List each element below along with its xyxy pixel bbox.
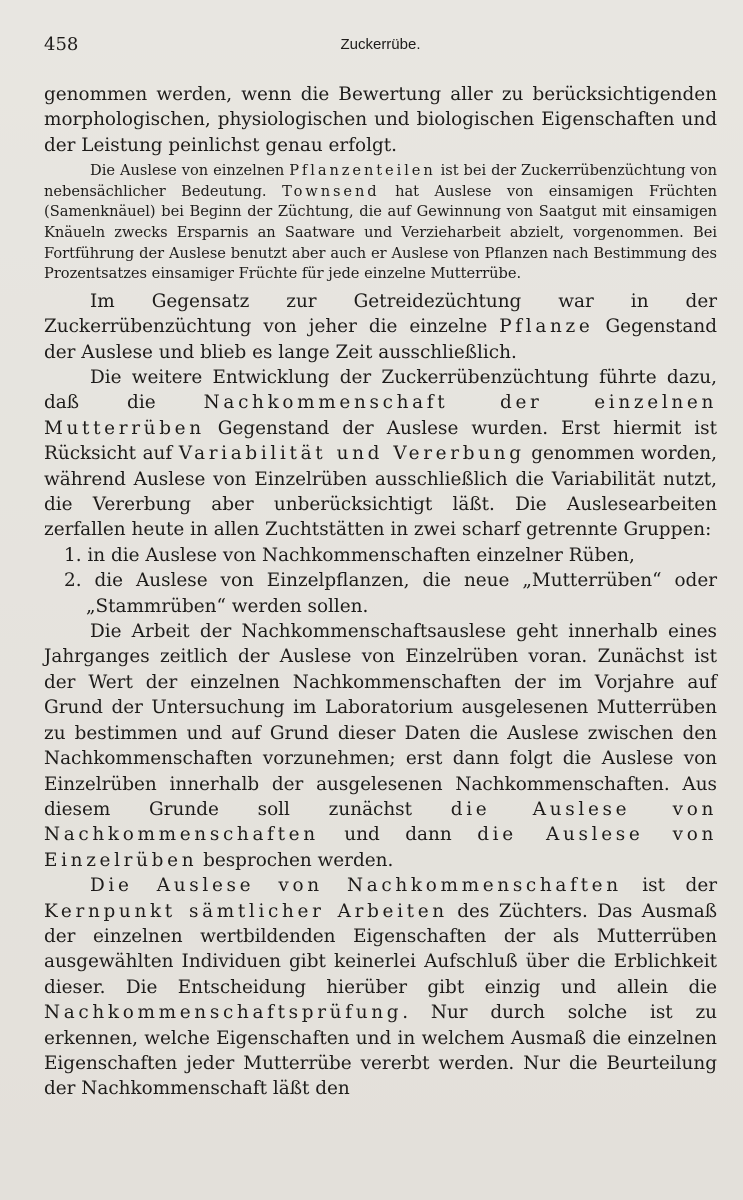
p5-text-c: und dann: [318, 824, 478, 846]
p5-spaced-einzelrueben: die Auslese von Einzelrüben: [44, 824, 717, 871]
paragraph-5: [44, 619, 717, 873]
paragraph-2-small-print: [44, 161, 717, 285]
p3-text-c: Gegenstand der Auslese und blieb es lange Zeit ausschließlich.: [44, 316, 717, 363]
p6-spaced-pruefung: Nachkommenschaftsprüfung: [44, 1002, 403, 1024]
p6-text-d: des Züchters. Das Ausmaß der einzelnen wertbildenden Eigenschaften der als Mutterrüben ausgewählten Individuen gibt keinerlei Aufschluß über die Erblichkeit dieser. Die Entscheidung hierüber gibt einzig und allein die: [44, 900, 717, 998]
numbered-list: [44, 543, 717, 619]
paragraph-6: [44, 873, 717, 1102]
paragraph-1: genommen werden, wenn die Bewertung aller zu berücksichtigenden morphologischen, physiologischen und biologischen Eigenschaften und der Leistung peinlichst genau erfolgt.: [44, 84, 717, 156]
p2-text-a: Die Auslese von einzelnen: [90, 162, 290, 180]
p5-text-a: Die Arbeit der Nachkommenschaftsauslese geht innerhalb eines Jahrganges zeitlich der Auslese von Einzelrüben voran. Zunächst ist der Wert der einzelnen Nachkommenschaften der im Vorjahre auf Grund der Untersuchung im Laboratorium ausgelesenen Mutterrüben zu bestimmen und auf Grund dieser Daten die Auslese zwischen den Nachkommenschaften vorzunehmen; erst dann folgt die Auslese von Einzelrüben innerhalb der ausgelesenen Nachkommenschaften. Aus diesem Grunde soll zunächst: [44, 621, 717, 820]
p4-spaced-nachkommenschaft: Nachkommenschaft der einzelnen Mutterrüben: [44, 392, 717, 439]
p3-text-a: Im Gegensatz zur Getreidezüchtung war in der Zuckerrübenzüchtung von jeher die einzelne: [44, 290, 717, 338]
page-header: [44, 30, 717, 82]
page-number: 458: [44, 34, 79, 55]
p4-text-a: Die weitere Entwicklung der Zuckerrübenzüchtung führte dazu, daß die: [44, 367, 717, 414]
p5-spaced-nachkommenschaften: die Auslese von Nachkommenschaften: [44, 798, 717, 846]
p4-text-c: Gegenstand der Auslese wurden. Erst hiermit ist Rücksicht auf: [44, 417, 717, 465]
p6-spaced-kernpunkt: Kernpunkt sämtlicher Arbeiten: [44, 900, 448, 922]
paragraph-3: [44, 289, 717, 365]
running-title: Zuckerrübe.: [340, 36, 421, 53]
p4-spaced-variabilitaet: Variabilität und Vererbung: [178, 443, 525, 465]
p6-spaced-auslese: Die Auslese von Nachkommenschaften: [90, 875, 622, 897]
p2-text-c: ist bei der Zuckerrübenzüchtung von nebensächlicher Bedeutung.: [44, 162, 717, 200]
p2-spaced-townsend: Townsend: [282, 182, 380, 200]
p4-text-e: genommen worden, während Auslese von Einzelrüben ausschließlich die Variabilität nutzt, die Vererbung aber unberücksichtigt läßt. Die Auslesearbeiten zerfallen heute in allen Zuchtstätten in zwei scharf getrennte Gruppen:: [44, 443, 717, 541]
p3-spaced-pflanze: Pflanze: [499, 316, 594, 338]
p6-text-b: ist der: [621, 875, 717, 897]
p6-text-f: . Nur durch solche ist zu erkennen, welche Eigenschaften und in welchem Ausmaß die einzelnen Eigenschaften jeder Mutterrübe vererbt werden. Nur die Beurteilung der Nachkommenschaft läßt den: [44, 1002, 717, 1100]
p2-text-e: hat Auslese von einsamigen Früchten (Samenknäuel) bei Beginn der Züchtung, die auf Gewinnung von Saatgut mit einsamigen Knäueln zwecks Ersparnis an Saatware und Verzieharbeit abzielt, vorgenommen. Bei Fortführung der Auslese benutzt aber auch er Auslese von Pflanzen nach Bestimmung des Prozentsatzes einsamiger Früchte für jede einzelne Mutterrübe.: [44, 182, 718, 283]
list-item: 2. die Auslese von Einzelpflanzen, die neue „Mutterrüben“ oder „Stammrüben“ werden sollen.: [64, 570, 717, 617]
p2-spaced-pflanzenteilen: Pflanzenteilen: [289, 162, 436, 180]
list-item: 1. in die Auslese von Nachkommenschaften einzelner Rüben,: [64, 544, 635, 566]
paragraph-4: [44, 365, 717, 543]
p5-text-e: besprochen werden.: [197, 849, 394, 871]
